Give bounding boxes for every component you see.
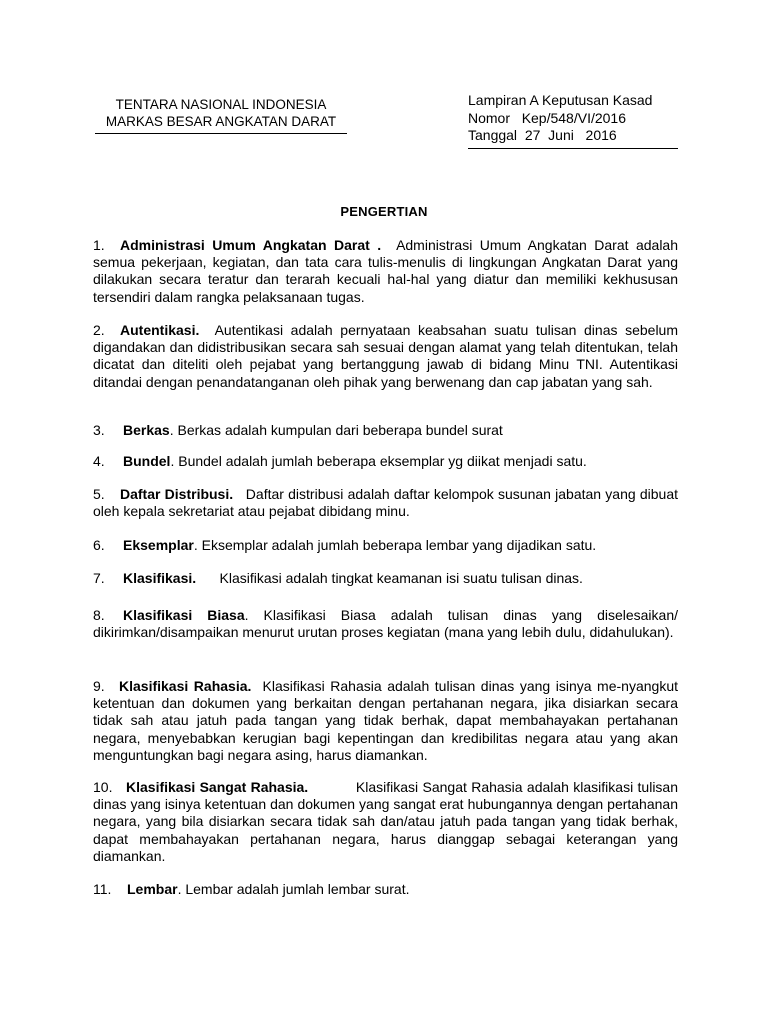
definition-text: . Klasifikasi Biasa adalah tulisan dinas yang diselesaikan/ dikirimkan/disampaikan menurut urutan proses kegiatan (mana yang lebih dulu, didahulukan).	[93, 607, 679, 641]
definition-term: Lembar	[127, 881, 178, 897]
ref-tanggal-value: 27 Juni 2016	[524, 127, 617, 143]
definition-term: Klasifikasi Biasa	[123, 607, 245, 623]
definition-text: Klasifikasi Rahasia adalah tulisan dinas yang isinya me-nyangkut ketentuan dan dokumen yang berkaitan dengan pertahanan negara, jika disiarkan secara tidak sah atau jatuh pada tangan yang tidak berhak, dapat membahayakan pertahanan negara, menyebabkan kerugian bagi kepentingan dan kredibilitas negara atau yang akan menguntungkan bagi negara asing, harus diamankan.	[93, 678, 678, 763]
definition-item-6: 6. Eksemplar. Eksemplar adalah jumlah beberapa lembar yang dijadikan satu.	[93, 537, 597, 553]
definition-item-11: 11. Lembar. Lembar adalah jumlah lembar surat.	[93, 881, 410, 897]
definition-term: Eksemplar	[123, 537, 194, 553]
definition-term: Berkas	[123, 422, 170, 438]
definition-term: Klasifikasi Sangat Rahasia.	[126, 779, 309, 795]
ref-nomor-label: Nomor	[468, 109, 511, 126]
definition-item-8: 8. Klasifikasi Biasa. Klasifikasi Biasa adalah tulisan dinas yang diselesaikan/ dikirimkan/disampaikan menurut urutan proses kegiatan (mana yang lebih dulu, didahulukan).	[93, 607, 679, 641]
definition-term: Daftar Distribusi.	[120, 486, 234, 502]
definition-item-2: 2. Autentikasi. Autentikasi adalah pernyataan keabsahan suatu tulisan dinas sebelum digandakan dan didistribusikan secara sah sesuai dengan alamat yang telah ditentukan, telah dicatat dan diteliti oleh pejabat yang bertanggung jawab di bidang Minu TNI. Autentikasi ditandai dengan penandatanganan oleh pihak yang berwenang dan cap jabatan yang sah.	[93, 322, 678, 390]
ref-header-underline	[468, 148, 678, 149]
definition-item-1: 1. Administrasi Umum Angkatan Darat . Administrasi Umum Angkatan Darat adalah semua pekerjaan, kegiatan, dan tata cara tulis-menulis di lingkungan Angkatan Darat yang dilakukan secara teratur dan terarah kecuali hal-hal yang diatur dan memiliki kekhususan tersendiri dalam rangka pelaksanaan tugas.	[93, 237, 679, 305]
reference-header	[468, 92, 678, 149]
definition-term: Bundel	[123, 453, 171, 469]
definition-item-4: 4. Bundel. Bundel adalah jumlah beberapa eksemplar yg diikat menjadi satu.	[93, 453, 587, 469]
ref-tanggal-row	[468, 127, 678, 145]
definition-term: Klasifikasi.	[123, 570, 197, 586]
org-header-underline	[95, 133, 347, 134]
definition-term: Administrasi Umum Angkatan Darat .	[120, 237, 382, 253]
definition-text: . Bundel adalah jumlah beberapa eksemplar yg diikat menjadi satu.	[170, 453, 587, 469]
document-title: PENGERTIAN	[340, 204, 428, 219]
org-name-line1: TENTARA NASIONAL INDONESIA	[115, 97, 327, 112]
definition-item-9: 9. Klasifikasi Rahasia. Klasifikasi Rahasia adalah tulisan dinas yang isinya me-nyangkut ketentuan dan dokumen yang berkaitan dengan pertahanan negara, jika disiarkan secara tidak sah atau jatuh pada tangan yang tidak berhak, dapat membahayakan pertahanan negara, menyebabkan kerugian bagi kepentingan dan kredibilitas negara atau yang akan menguntungkan bagi negara asing, harus diamankan.	[93, 678, 678, 763]
definition-text: Autentikasi adalah pernyataan keabsahan suatu tulisan dinas sebelum digandakan dan didistribusikan secara sah sesuai dengan alamat yang telah ditentukan, telah dicatat dan diteliti oleh pejabat yang bertanggung jawab di bidang Minu TNI. Autentikasi ditandai dengan penandatanganan oleh pihak yang berwenang dan cap jabatan yang sah.	[93, 322, 678, 390]
definition-term: Autentikasi.	[120, 322, 200, 338]
ref-nomor-value: Kep/548/VI/2016	[521, 109, 626, 126]
definition-item-10: 10. Klasifikasi Sangat Rahasia. Klasifikasi Sangat Rahasia adalah klasifikasi tulisan dinas yang isinya ketentuan dan dokumen yang sangat erat hubungannya dengan pertahanan negara, yang bila disiarkan secara tidak sah dan/atau jatuh pada tangan yang tidak berhak, dapat membahayakan pertahanan negara, harus dianggap sebagai keterangan yang diamankan.	[93, 779, 678, 864]
definition-text: . Eksemplar adalah jumlah beberapa lembar yang dijadikan satu.	[193, 537, 597, 553]
ref-nomor-row	[468, 110, 678, 128]
definition-text: Klasifikasi Sangat Rahasia adalah klasifikasi tulisan dinas yang isinya ketentuan dan dokumen yang sangat erat hubungannya dengan pertahanan negara, yang bila disiarkan secara tidak sah dan/atau jatuh pada tangan yang tidak berhak, dapat membahayakan pertahanan negara, harus dianggap sebagai keterangan yang diamankan.	[93, 779, 678, 864]
definition-text: . Lembar adalah jumlah lembar surat.	[177, 881, 410, 897]
definition-item-3: 3. Berkas. Berkas adalah kumpulan dari beberapa bundel surat	[93, 422, 503, 438]
definition-text: Daftar distribusi adalah daftar kelompok susunan jabatan yang dibuat oleh kepala sekretariat atau pejabat dibidang minu.	[93, 486, 679, 520]
org-name-line2: MARKAS BESAR ANGKATAN DARAT	[105, 114, 337, 129]
ref-line1: Lampiran A Keputusan Kasad	[468, 92, 653, 108]
ref-tanggal-label: Tanggal	[468, 127, 518, 143]
definition-term: Klasifikasi Rahasia.	[119, 678, 252, 694]
definition-text: Administrasi Umum Angkatan Darat adalah semua pekerjaan, kegiatan, dan tata cara tulis-menulis di lingkungan Angkatan Darat yang dilakukan secara teratur dan terarah kecuali hal-hal yang diatur dan memiliki kekhususan tersendiri dalam rangka pelaksanaan tugas.	[93, 237, 679, 305]
organization-header	[95, 96, 347, 134]
definition-text: . Berkas adalah kumpulan dari beberapa bundel surat	[169, 422, 503, 438]
definition-item-7: 7. Klasifikasi. Klasifikasi adalah tingkat keamanan isi suatu tulisan dinas.	[93, 570, 583, 586]
definition-item-5: 5. Daftar Distribusi. Daftar distribusi adalah daftar kelompok susunan jabatan yang dibuat oleh kepala sekretariat atau pejabat dibidang minu.	[93, 486, 679, 520]
definition-text: Klasifikasi adalah tingkat keamanan isi suatu tulisan dinas.	[219, 570, 583, 586]
